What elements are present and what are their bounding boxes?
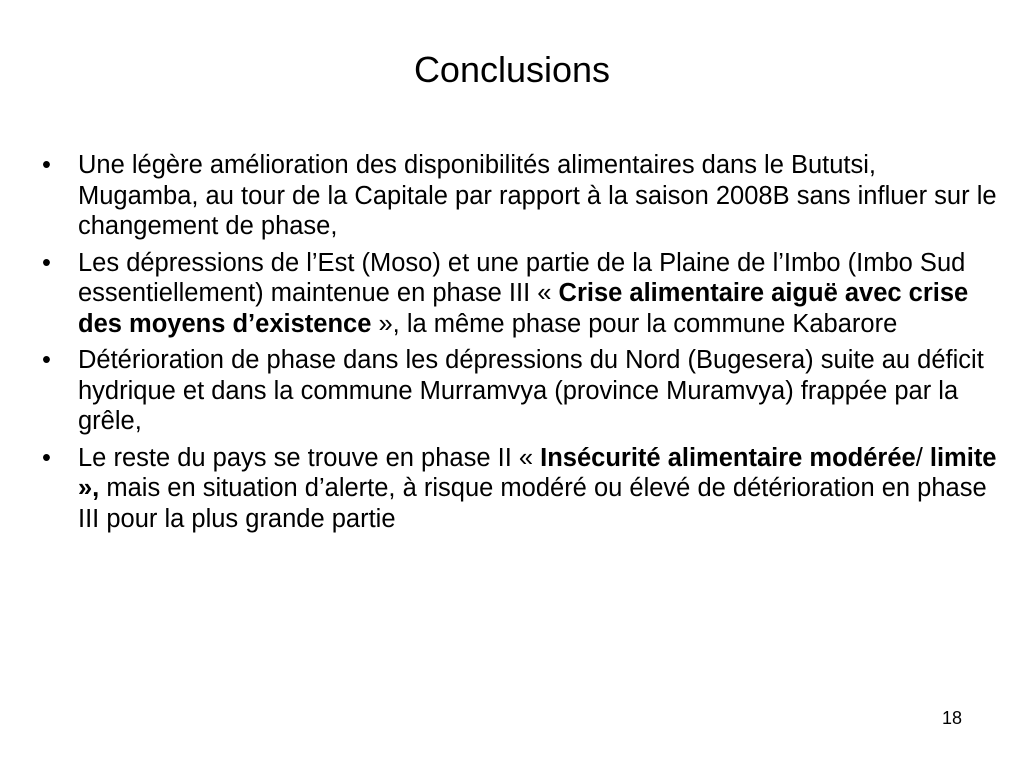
bullet-text: Une légère amélioration des disponibilités alimentaires dans le Bututsi, Mugamba, au tour de la Capitale par rapport à la saison 2008B sans influer sur le changement de phase, <box>78 151 997 240</box>
bullet-list <box>40 150 1000 540</box>
bullet-dot-icon: • <box>42 151 51 179</box>
bullet-text: », la même phase pour la commune Kabarore <box>371 309 898 338</box>
bullet-text: mais en situation d’alerte, à risque modéré ou élevé de détérioration en phase III pour la plus grande partie <box>78 474 987 533</box>
bullet-item <box>40 443 1000 535</box>
bullet-text-bold: Insécurité alimentaire modérée <box>540 443 916 472</box>
bullet-text-bold: Crise alimentaire aiguë avec crise des moyens d’existence <box>78 279 969 338</box>
bullet-text: Détérioration de phase dans les dépressions du Nord (Bugesera) suite au déficit hydrique et dans la commune Murramvya (province Muramvya) frappée par la grêle, <box>78 346 984 435</box>
bullet-dot-icon: • <box>42 248 51 277</box>
bullet-text: Le reste du pays se trouve en phase II « <box>78 443 541 472</box>
slide-title: Conclusions <box>413 49 611 90</box>
page-number: 18 <box>941 708 962 728</box>
bullet-item <box>40 150 1000 242</box>
bullet-item <box>40 248 1000 340</box>
bullet-item <box>40 345 1000 437</box>
bullet-text: Les dépressions de l’Est (Moso) et une partie de la Plaine de l’Imbo (Imbo Sud essentiellement) maintenue en phase III « <box>78 248 966 307</box>
bullet-dot-icon: • <box>42 443 51 472</box>
bullet-dot-icon: • <box>42 346 51 374</box>
bullet-text: / <box>915 443 930 472</box>
bullet-text-bold: limite », <box>78 443 997 502</box>
